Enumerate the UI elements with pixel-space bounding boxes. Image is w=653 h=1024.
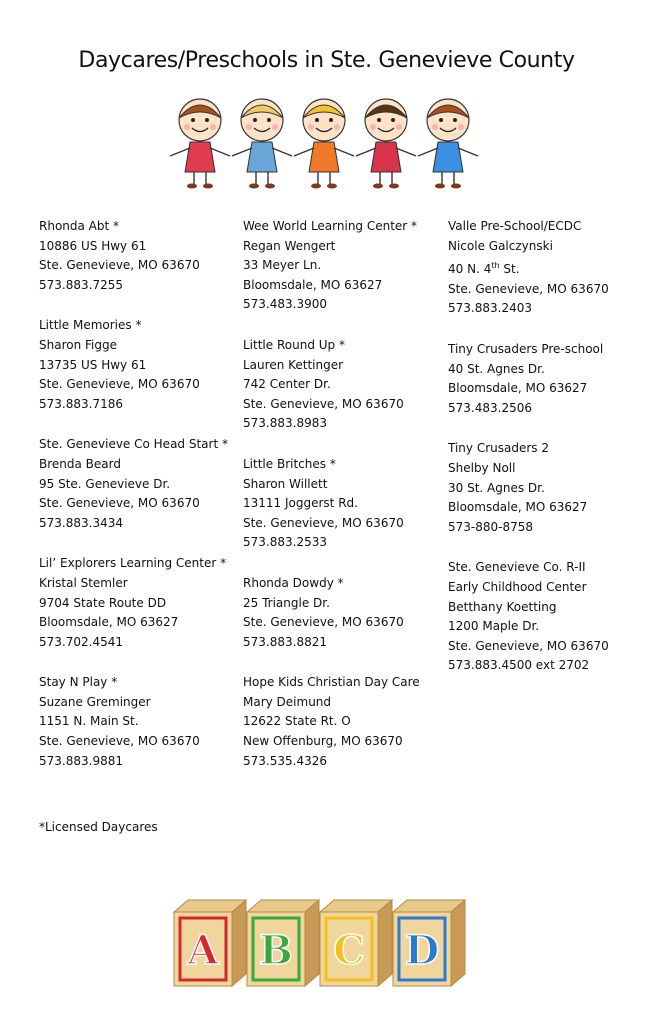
listing-detail: Bloomsdale, MO 63627 — [243, 277, 383, 292]
listing-detail: 573.883.2403 — [448, 301, 532, 316]
listing-entry — [243, 336, 420, 434]
listing-name: Tiny Crusaders Pre-school — [448, 341, 604, 356]
letter-block — [320, 900, 392, 986]
listing-detail: 573.483.3900 — [243, 297, 327, 312]
listing-detail: 12622 State Rt. O — [243, 714, 351, 729]
listing-name: Ste. Genevieve Co Head Start * — [39, 437, 228, 452]
listing-detail: Regan Wengert — [243, 238, 336, 253]
listing-name: Valle Pre-School/ECDC — [448, 219, 582, 233]
listing-detail: Ste. Genevieve, MO 63670 — [243, 515, 404, 530]
listing-name: Rhonda Dowdy * — [243, 575, 344, 590]
page-title: Daycares/Preschools in Ste. Genevieve County — [78, 48, 575, 73]
listing-detail: Ste. Genevieve, MO 63670 — [39, 496, 200, 511]
block-letter: C — [333, 927, 365, 974]
listing-detail: 40 St. Agnes Dr. — [448, 361, 545, 376]
children-holding-hands-illustration — [158, 90, 488, 190]
listing-detail: 573.883.9881 — [39, 753, 123, 768]
listing-name: Little Round Up * — [243, 337, 345, 352]
listing-detail: Mary Deimund — [243, 694, 332, 709]
listing-detail: 13735 US Hwy 61 — [39, 357, 147, 372]
listing-detail: Nicole Galczynski — [448, 238, 553, 253]
listing-name: Stay N Play * — [39, 675, 118, 690]
listing-entry — [448, 558, 609, 676]
listing-detail: 573.883.3434 — [39, 515, 123, 530]
listing-name: Little Britches * — [243, 456, 336, 471]
listing-detail: Ste. Genevieve, MO 63670 — [243, 615, 404, 630]
listing-detail: Sharon Willett — [243, 476, 328, 491]
listing-detail: 33 Meyer Ln. — [243, 258, 322, 273]
listing-entry — [243, 574, 420, 652]
listing-detail: Ste. Genevieve, MO 63670 — [243, 396, 404, 411]
listing-detail: 10886 US Hwy 61 — [39, 238, 147, 253]
listing-entry — [243, 673, 420, 771]
listing-detail: 1200 Maple Dr. — [448, 619, 540, 634]
listing-detail: Betthany Koetting — [448, 599, 557, 614]
listing-entry — [243, 217, 420, 315]
listing-name: Hope Kids Christian Day Care — [243, 675, 420, 690]
listing-detail: 573.483.2506 — [448, 400, 532, 415]
block-letter: D — [404, 927, 440, 974]
listing-detail: 742 Center Dr. — [243, 377, 331, 392]
listing-entry — [39, 673, 228, 771]
listing-entry — [448, 340, 609, 418]
listing-entry — [448, 217, 609, 319]
listing-detail: 13111 Joggerst Rd. — [243, 496, 358, 511]
child-figure — [294, 99, 354, 189]
listing-detail: Bloomsdale, MO 63627 — [448, 500, 588, 515]
child-figure — [356, 99, 416, 189]
footnote: *Licensed Daycares — [39, 820, 158, 834]
listing-detail: 573-880-8758 — [448, 519, 534, 534]
listing-name: Wee World Learning Center * — [243, 219, 418, 233]
listing-detail: 573.535.4326 — [243, 753, 327, 768]
listing-detail: Shelby Noll — [448, 460, 516, 475]
listing-detail: Ste. Genevieve, MO 63670 — [39, 258, 200, 273]
letter-block — [247, 900, 319, 986]
listing-detail: Early Childhood Center — [448, 579, 587, 594]
listing-detail: Bloomsdale, MO 63627 — [448, 381, 588, 396]
listing-detail: Ste. Genevieve, MO 63670 — [39, 377, 200, 392]
listing-detail: Bloomsdale, MO 63627 — [39, 615, 179, 630]
listing-detail: 573.883.2533 — [243, 535, 327, 550]
column-2 — [243, 217, 420, 792]
listing-detail: 573.883.7255 — [39, 277, 123, 292]
listing-detail: Sharon Figge — [39, 337, 117, 352]
column-1 — [39, 217, 228, 792]
listing-detail: 9704 State Route DD — [39, 595, 167, 610]
listing-detail: 573.883.7186 — [39, 396, 123, 411]
listing-detail: 95 Ste. Genevieve Dr. — [39, 476, 171, 491]
listing-name: Ste. Genevieve Co. R-II — [448, 560, 586, 575]
child-figure — [418, 99, 478, 189]
listing-name: Rhonda Abt * — [39, 219, 120, 233]
listing-detail: 40 N. 4th St. — [448, 261, 520, 277]
listing-detail: 573.883.8983 — [243, 416, 327, 431]
child-figure — [232, 99, 292, 189]
listing-entry — [243, 455, 420, 553]
listing-entry — [39, 435, 228, 533]
listing-detail: Ste. Genevieve, MO 63670 — [448, 281, 609, 296]
listing-detail: New Offenburg, MO 63670 — [243, 734, 403, 749]
column-3 — [448, 217, 609, 697]
listing-detail: Brenda Beard — [39, 456, 121, 471]
listing-entry — [448, 439, 609, 537]
child-figure — [170, 99, 230, 189]
listing-name: Tiny Crusaders 2 — [448, 441, 549, 456]
listing-detail: Lauren Kettinger — [243, 357, 344, 372]
listing-detail: 573.883.8821 — [243, 634, 327, 649]
abcd-blocks-illustration — [170, 898, 470, 990]
listing-detail: 1151 N. Main St. — [39, 714, 139, 729]
listing-detail: Suzane Greminger — [39, 694, 151, 709]
listing-detail: Ste. Genevieve, MO 63670 — [448, 638, 609, 653]
listing-name: Lil’ Explorers Learning Center * — [39, 556, 227, 571]
listing-detail: Kristal Stemler — [39, 575, 128, 590]
listing-entry — [39, 217, 228, 295]
block-letter: B — [259, 927, 293, 974]
block-letter: A — [187, 927, 219, 974]
listing-detail: 573.702.4541 — [39, 634, 123, 649]
listing-entry — [39, 316, 228, 414]
listing-detail: 25 Triangle Dr. — [243, 595, 330, 610]
listing-detail: 573.883.4500 ext 2702 — [448, 658, 590, 673]
letter-block — [174, 900, 246, 986]
listing-detail: 30 St. Agnes Dr. — [448, 480, 545, 495]
listing-detail: Ste. Genevieve, MO 63670 — [39, 734, 200, 749]
listing-name: Little Memories * — [39, 318, 142, 333]
letter-block — [393, 900, 465, 986]
listing-entry — [39, 554, 228, 652]
